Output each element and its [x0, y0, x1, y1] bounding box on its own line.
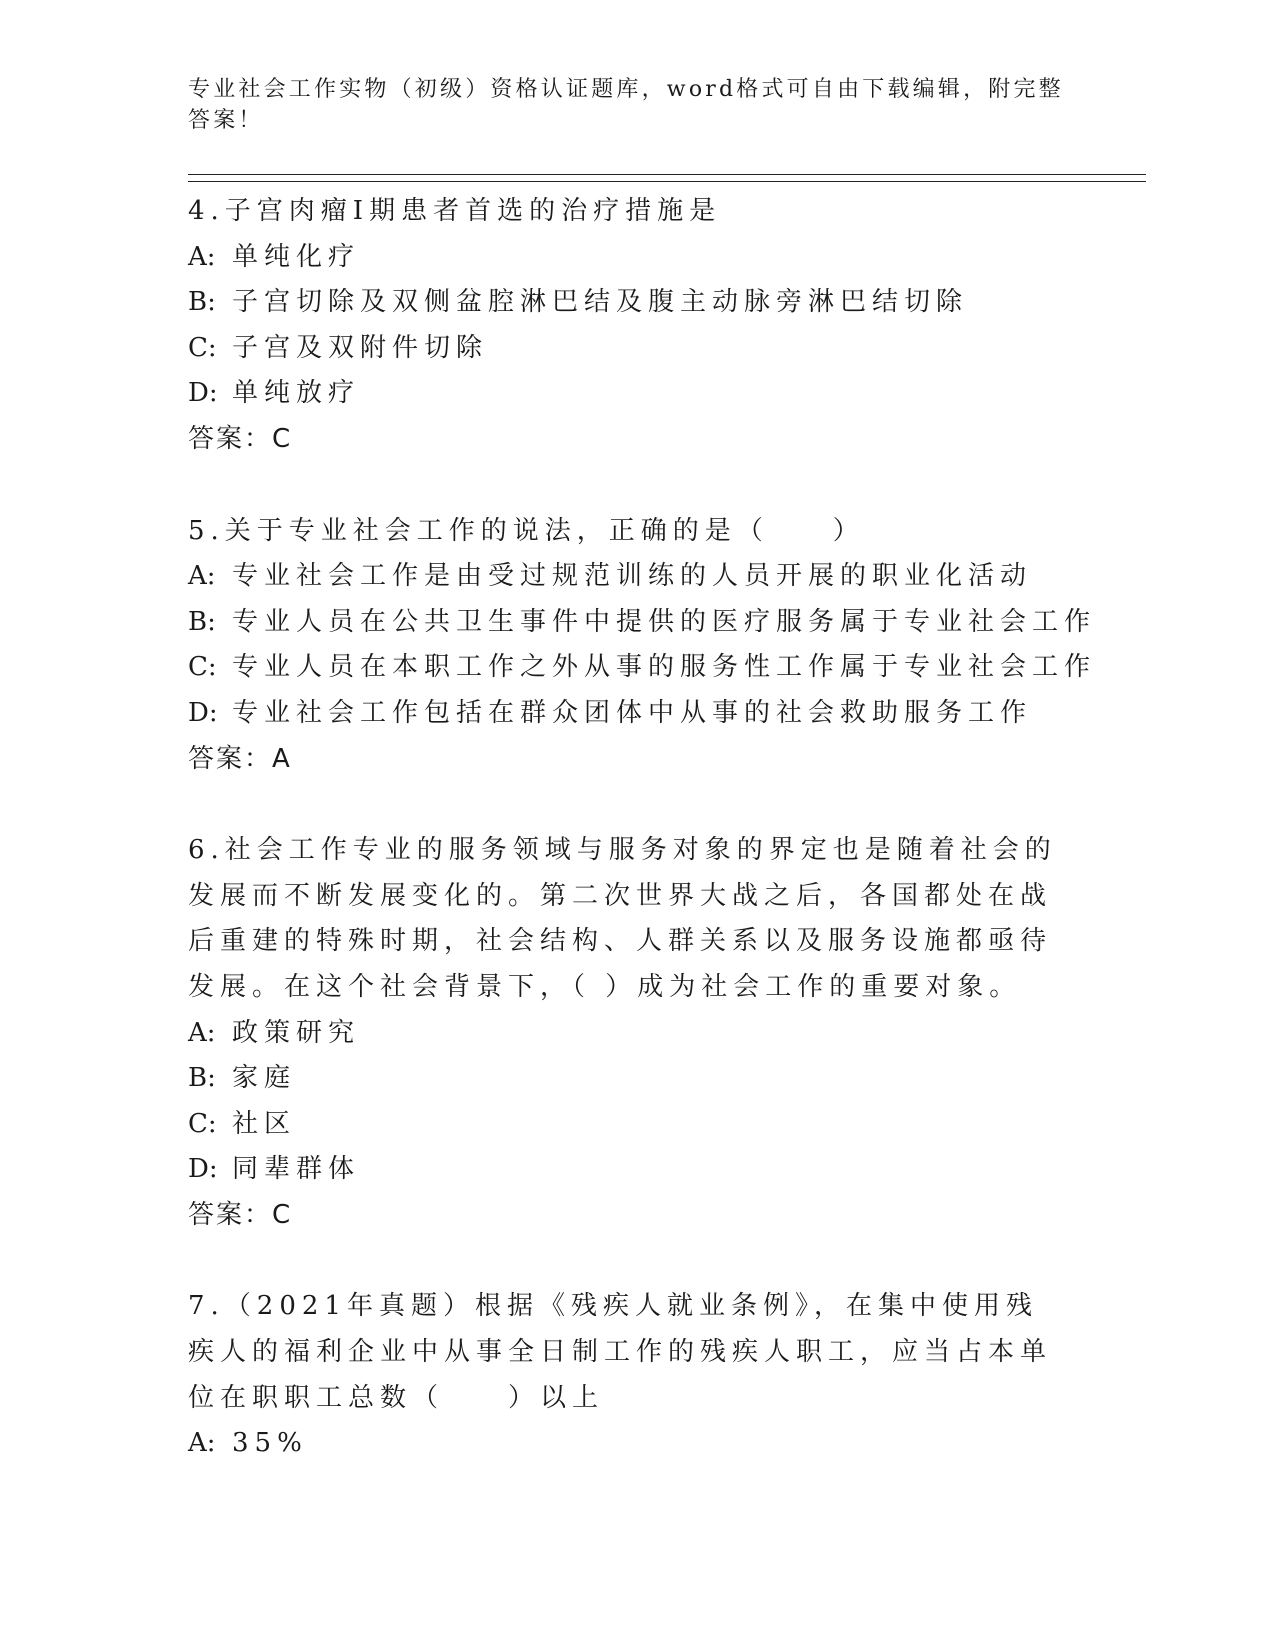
option-text: 专业人员在公共卫生事件中提供的医疗服务属于专业社会工作	[232, 606, 1097, 637]
option-text: 35%	[232, 1428, 308, 1459]
answer-line: 答案：C	[188, 423, 293, 454]
option-d	[188, 371, 1088, 417]
option-text: 同辈群体	[232, 1154, 361, 1185]
question-list	[188, 189, 1097, 1467]
question-5	[188, 509, 1097, 783]
option-key: A:	[188, 561, 216, 592]
option-key: B:	[188, 287, 216, 318]
option-text: 专业人员在本职工作之外从事的服务性工作属于专业社会工作	[232, 652, 1097, 683]
question-stem: 5.关于专业社会工作的说法，正确的是（ ）	[188, 515, 865, 546]
option-key: C:	[188, 652, 217, 683]
option-a	[188, 554, 1088, 600]
question-stem: 4.子宫肉瘤Ⅰ期患者首选的治疗措施是	[188, 196, 722, 226]
option-b	[188, 280, 1088, 326]
option-a	[188, 235, 1088, 281]
header-divider-top	[188, 174, 1146, 175]
option-text: 专业社会工作是由受过规范训练的人员开展的职业化活动	[232, 561, 1033, 592]
option-c	[188, 326, 1088, 372]
option-c	[188, 645, 1097, 691]
option-text: 专业社会工作包括在群众团体中从事的社会救助服务工作	[232, 697, 1033, 728]
option-key: B:	[188, 1063, 216, 1094]
option-text: 单纯放疗	[232, 378, 361, 409]
option-d	[188, 1147, 1088, 1193]
option-a	[188, 1421, 1088, 1467]
option-c	[188, 1102, 1088, 1148]
option-text: 政策研究	[232, 1017, 361, 1048]
question-4	[188, 189, 1088, 463]
question-stem: 6.社会工作专业的服务领域与服务对象的界定也是随着社会的发展而不断发展变化的。第二次世界大战之后，各国都处在战后重建的特殊时期，社会结构、人群关系以及服务设施都亟待发展。在这个社会背景下，（ ）成为社会工作的重要对象。	[188, 835, 1057, 1002]
option-text: 家庭	[232, 1063, 297, 1094]
option-key: D:	[188, 378, 218, 409]
option-key: B:	[188, 606, 216, 637]
document-header: 专业社会工作实物（初级）资格认证题库，word格式可自由下载编辑，附完整答案！	[188, 77, 1064, 133]
option-d	[188, 691, 1088, 737]
option-text: 子宫及双附件切除	[232, 332, 489, 363]
question-7	[188, 1284, 1088, 1466]
answer-line: 答案：C	[188, 1199, 293, 1230]
option-key: A:	[188, 1428, 216, 1459]
option-text: 单纯化疗	[232, 241, 361, 272]
option-b	[188, 600, 1097, 646]
option-text: 社区	[232, 1108, 297, 1139]
option-key: D:	[188, 1154, 218, 1185]
option-key: A:	[188, 241, 216, 272]
option-key: A:	[188, 1017, 216, 1048]
option-b	[188, 1056, 1088, 1102]
header-divider-bottom	[188, 181, 1146, 182]
question-stem: 7.（2021年真题）根据《残疾人就业条例》，在集中使用残疾人的福利企业中从事全日制工作的残疾人职工，应当占本单位在职职工总数（ ）以上	[188, 1291, 1053, 1413]
option-key: C:	[188, 1108, 217, 1139]
option-a	[188, 1011, 1088, 1057]
option-key: C:	[188, 332, 217, 363]
option-text: 子宫切除及双侧盆腔淋巴结及腹主动脉旁淋巴结切除	[232, 287, 969, 318]
question-6	[188, 828, 1088, 1238]
option-key: D:	[188, 697, 218, 728]
answer-line: 答案：A	[188, 743, 292, 774]
